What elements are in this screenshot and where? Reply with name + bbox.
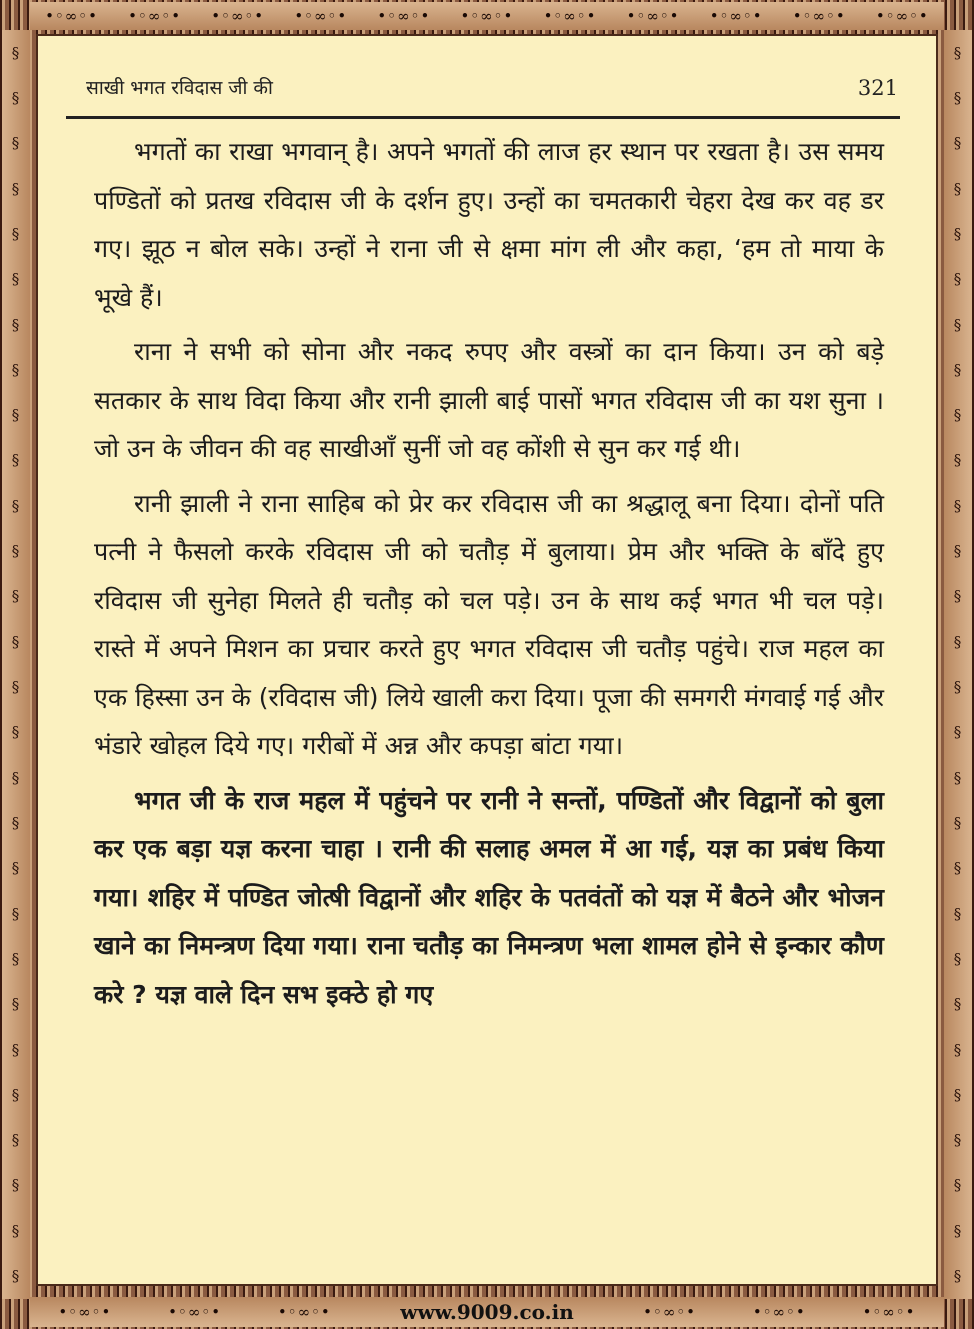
body-text	[94, 128, 884, 1025]
paragraph: भगत जी के राज महल में पहुंचने पर रानी ने सन्तों, पण्डितों और विद्वानों को बुला कर एक बड़ा यज्ञ करना चाहा । रानी की सलाह अमल में आ गई, यज्ञ का प्रबंध किया गया। शहिर में पण्डित जोत्षी विद्वानों और शहिर के पतवंतों को यज्ञ में बैठने और भोजन खाने का निमन्त्रण दिया गया। राना चतौड़ का निमन्त्रण भला शामल होने से इन्कार कौण करे ? यज्ञ वाले दिन सभ इक्ठे हो गए	[94, 785, 884, 1009]
paragraph: रानी झाली ने राना साहिब को प्रेर कर रविदास जी का श्रद्धालू बना दिया। दोनों पति पत्नी ने फैसलो करके रविदास जी को चतौड़ में बुलाया। प्रेम और भक्ति के बाँदे हुए रविदास जी सुनेहा मिलते ही चतौड़ को चल पड़े। उन के साथ कई भगत भी चल पड़े। रास्ते में अपने मिशन का प्रचार करते हुए भगत रविदास जी चतौड़ पहुंचे। राज महल का एक हिस्सा उन के (रविदास जी) लिये खाली करा दिया। पूजा की समगरी मंगवाई गई और भंडारे खोहल दिये गए। गरीबों में अन्न और कपड़ा बांटा गया।	[94, 488, 884, 760]
paragraph: राना ने सभी को सोना और नकद रुपए और वस्त्रों का दान किया। उन को बड़े सतकार के साथ विदा किया और रानी झाली बाई पासों भगत रविदास जी का यश सुना । जो उन के जीवन की वह साखीआँ सुनीं जो वह कोंशी से सुन कर गई थी।	[94, 337, 884, 463]
bottom-border-ornament: •◦∞◦• •◦∞◦• •◦∞◦• •◦∞◦• •◦∞◦• •◦∞◦•	[30, 1297, 944, 1327]
header-rule	[66, 116, 900, 119]
left-border-ornament: § § § § § § § § § § § § § § § § § § § § § § § § § § § §	[2, 30, 30, 1299]
top-border-ornament: •◦∞◦• •◦∞◦• •◦∞◦• •◦∞◦• •◦∞◦• •◦∞◦• •◦∞◦• •◦∞◦• •◦∞◦• •◦∞◦• •◦∞◦•	[30, 2, 944, 30]
paragraph: भगतों का राखा भगवान् है। अपने भगतों की लाज हर स्थान पर रखता है। उस समय पण्डितों को प्रतख रविदास जी के दर्शन हुए। उन्हों का चमतकारी चेहरा देख कर वह डर गए। झूठ न बोल सके। उन्हों ने राना जी से क्षमा मांग ली और कहा, ‘हम तो माया के भूखे हैं।	[94, 137, 884, 312]
page-number: 321	[857, 76, 898, 100]
running-title: साखी भगत रविदास जी की	[86, 77, 273, 99]
right-border-ornament: § § § § § § § § § § § § § § § § § § § § § § § § § § § §	[944, 30, 972, 1299]
book-page	[36, 34, 938, 1286]
footer-url: www.9009.co.in	[400, 1300, 574, 1324]
page-header	[86, 66, 898, 106]
